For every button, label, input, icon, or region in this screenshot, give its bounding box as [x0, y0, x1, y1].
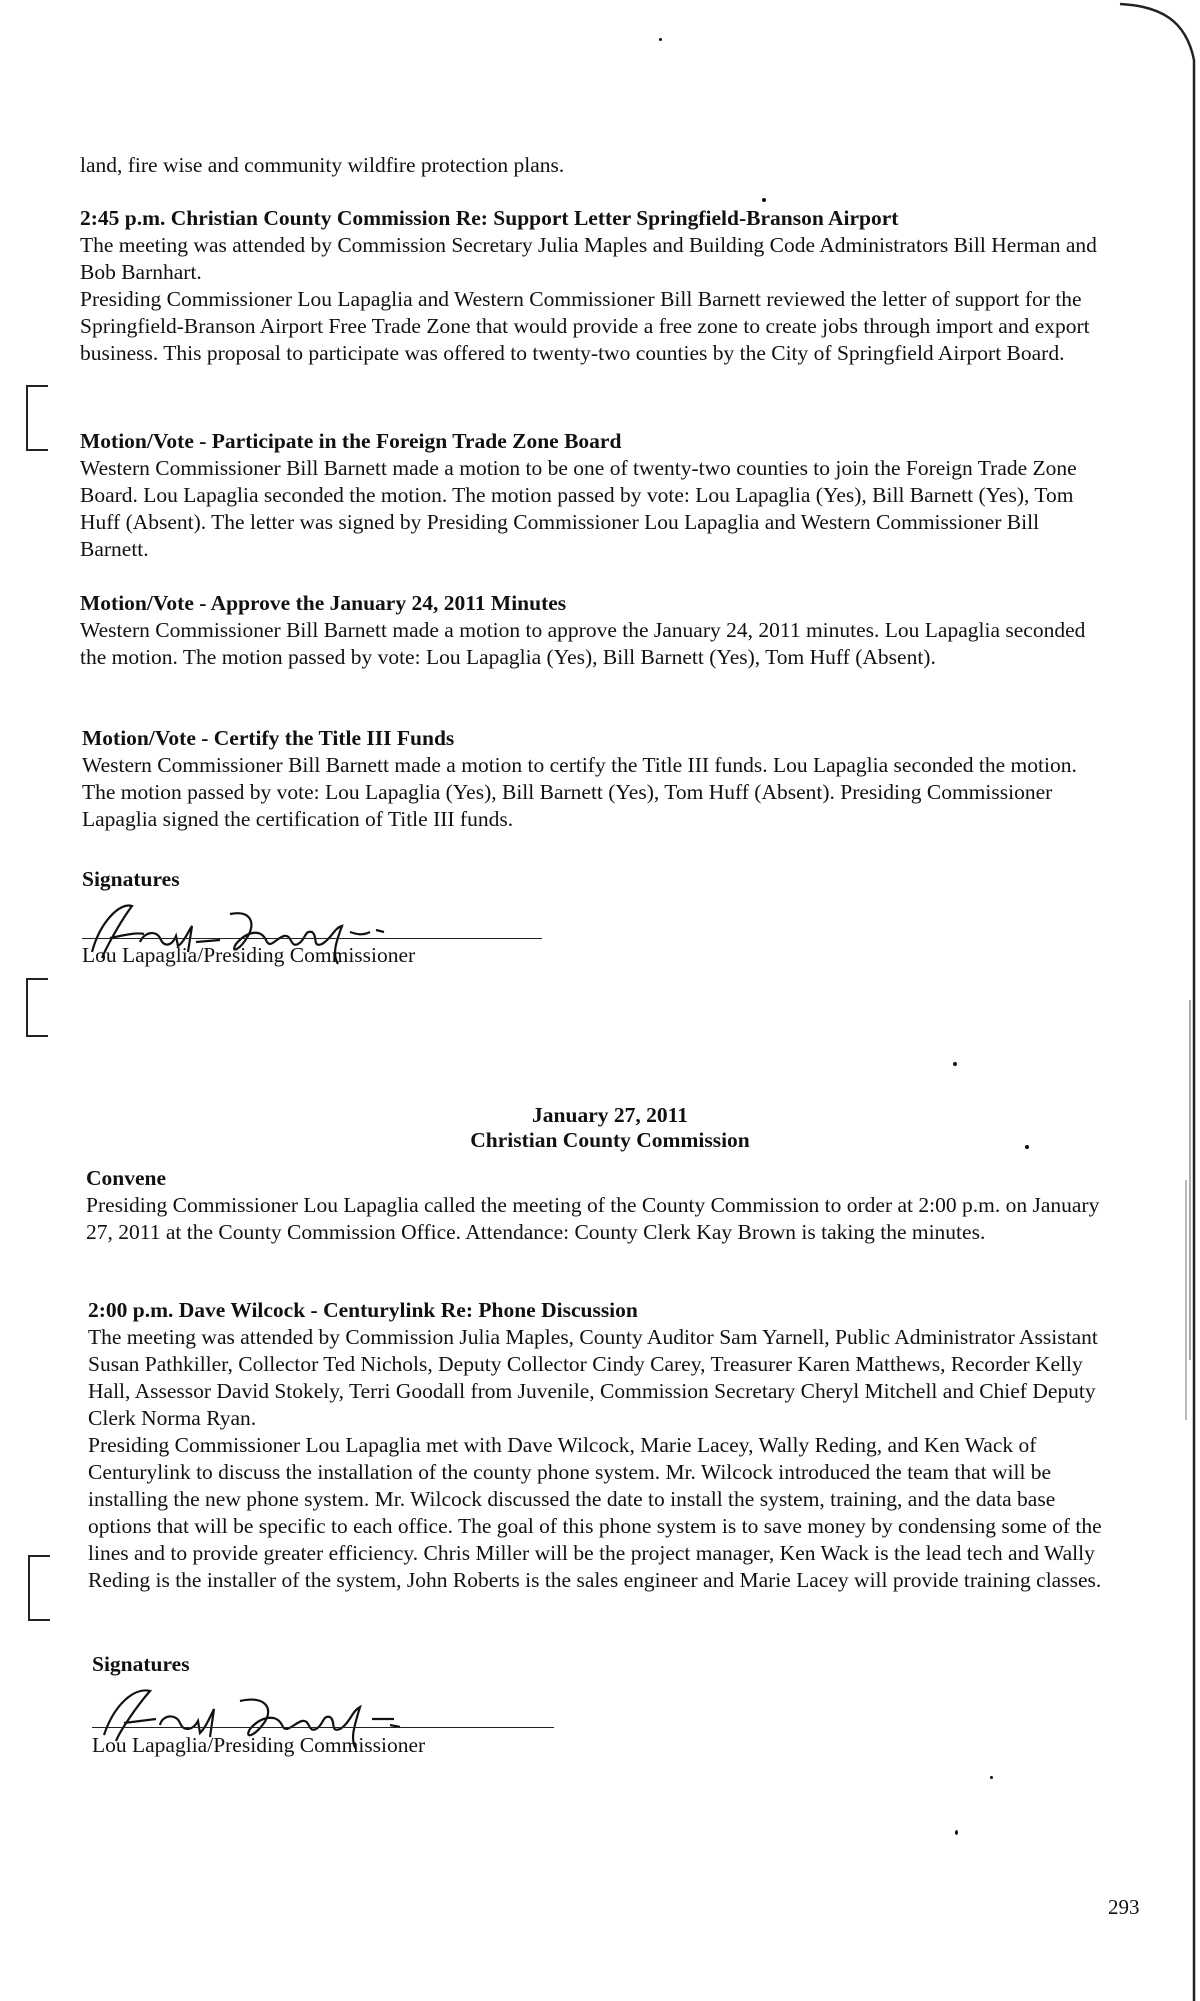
scan-speck	[955, 1830, 958, 1835]
section-phone	[88, 1297, 1108, 1594]
scan-speck	[659, 38, 662, 41]
section-heading: Motion/Vote - Approve the January 24, 2011 Minutes	[80, 591, 567, 615]
section-heading: Motion/Vote - Participate in the Foreign Trade Zone Board	[80, 429, 622, 453]
section-body: The meeting was attended by Commission Secretary Julia Maples and Building Code Administrators Bill Herman and Bob Barnhart.	[80, 233, 1097, 284]
section-body: Western Commissioner Bill Barnett made a motion to approve the January 24, 2011 minutes. Lou Lapaglia seconded the motion. The motion passed by vote: Lou Lapaglia (Yes), Bill Barnett (Yes), Tom Huff (Absent).	[80, 618, 1086, 669]
section-body: Western Commissioner Bill Barnett made a motion to certify the Title III funds. Lou Lapaglia seconded the motion. The motion passed by vote: Lou Lapaglia (Yes), Bill Barnett (Yes), Tom Huff (Absent). Presiding Commissioner Lapaglia signed the certification of Title III funds.	[82, 753, 1077, 831]
lead-line: land, fire wise and community wildfire protection plans.	[80, 153, 565, 177]
section-airport	[80, 205, 1100, 367]
page-number: 293	[1108, 1895, 1140, 1919]
section-heading: 2:00 p.m. Dave Wilcock - Centurylink Re: Phone Discussion	[88, 1298, 638, 1322]
scan-speck	[762, 198, 766, 202]
section-title3	[82, 725, 1102, 833]
signatures-heading: Signatures	[82, 867, 180, 891]
section-heading: 2:45 p.m. Christian County Commission Re: Support Letter Springfield-Branson Airport	[80, 206, 899, 230]
margin-bracket-1	[26, 385, 48, 451]
section-convene	[86, 1165, 1106, 1246]
section-trade-zone	[80, 428, 1100, 563]
section-body: The meeting was attended by Commission Julia Maples, County Auditor Sam Yarnell, Public Administrator Assistant Susan Pathkiller, Collector Ted Nichols, Deputy Collector Cindy Carey, Treasurer Karen Matthews, Recorder Kelly Hall, Assessor David Stokely, Terri Goodall from Juvenile, Commission Secretary Cheryl Mitchell and Chief Deputy Clerk Norma Ryan.	[88, 1325, 1098, 1430]
section-heading: Convene	[86, 1166, 167, 1190]
meeting-date: January 27, 2011	[532, 1102, 688, 1127]
section-body: Presiding Commissioner Lou Lapaglia met with Dave Wilcock, Marie Lacey, Wally Reding, and Ken Wack of Centurylink to discuss the installation of the county phone system. Mr. Wilcock introduced the team that will be installing the new phone system. Mr. Wilcock discussed the date to install the system, training, and the data base options that will be specific to each office. The goal of this phone system is to save money by condensing some of the lines and to provide greater efficiency. Chris Miller will be the project manager, Ken Wack is the lead tech and Wally Reding is the installer of the system, John Roberts is the sales engineer and Marie Lacey will provide training classes.	[88, 1433, 1102, 1592]
meeting-body-name: Christian County Commission	[470, 1127, 750, 1152]
section-body: Western Commissioner Bill Barnett made a motion to be one of twenty-two counties to join the Foreign Trade Zone Board. Lou Lapaglia seconded the motion. The motion passed by vote: Lou Lapaglia (Yes), Bill Barnett (Yes), Tom Huff (Absent). The letter was signed by Presiding Commissioner Lou Lapaglia and Western Commissioner Bill Barnett.	[80, 456, 1077, 561]
signature-caption: Lou Lapaglia/Presiding Commissioner	[82, 943, 416, 967]
section-body: Presiding Commissioner Lou Lapaglia and Western Commissioner Bill Barnett reviewed the letter of support for the Springfield-Branson Airport Free Trade Zone that would provide a free zone to create jobs through import and export business. This proposal to participate was offered to twenty-two counties by the City of Springfield Airport Board.	[80, 287, 1090, 365]
scan-speck	[953, 1062, 957, 1066]
signature-line	[82, 938, 542, 939]
margin-bracket-3	[28, 1555, 50, 1621]
signature-caption: Lou Lapaglia/Presiding Commissioner	[92, 1733, 426, 1757]
section-minutes	[80, 590, 1100, 671]
signature-line	[92, 1727, 554, 1728]
scan-speck	[990, 1776, 993, 1779]
margin-bracket-2	[26, 978, 48, 1037]
section-heading: Motion/Vote - Certify the Title III Funds	[82, 726, 455, 750]
signatures-heading: Signatures	[92, 1652, 190, 1676]
section-body: Presiding Commissioner Lou Lapaglia called the meeting of the County Commission to order at 2:00 p.m. on January 27, 2011 at the County Commission Office. Attendance: County Clerk Kay Brown is taking the minutes.	[86, 1193, 1100, 1244]
